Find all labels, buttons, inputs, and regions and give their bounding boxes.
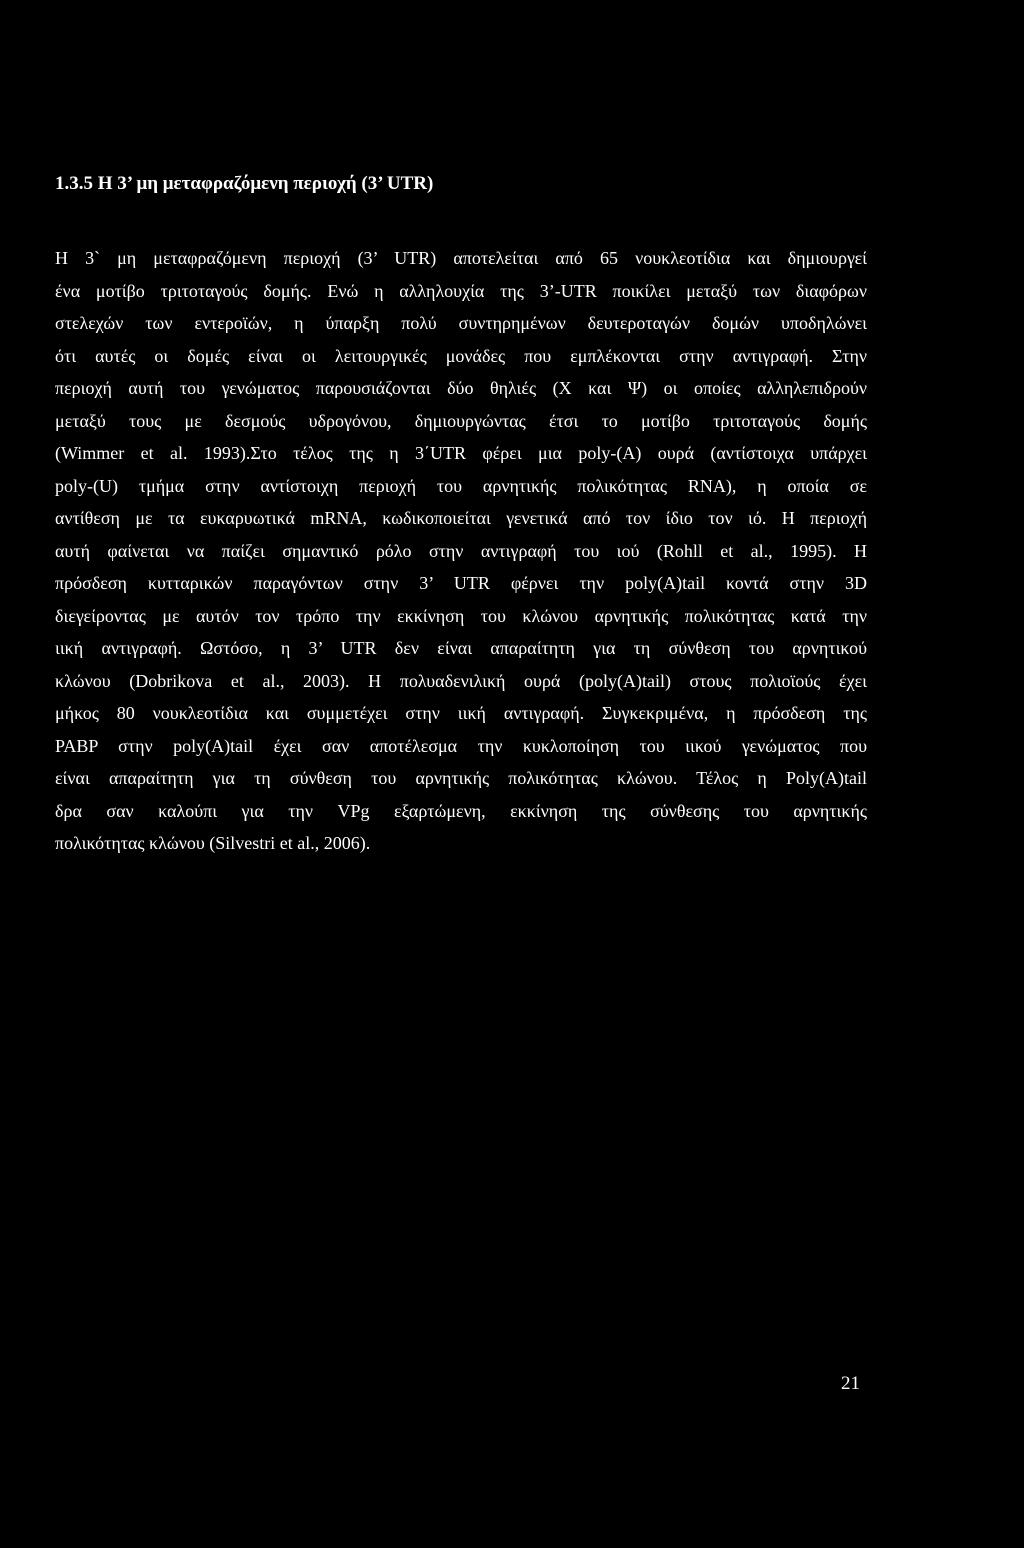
paragraph-line: ιική αντιγραφή. Ωστόσο, η 3’ UTR δεν είναι απαραίτητη για τη σύνθεση του αρνητικού bbox=[55, 638, 867, 658]
paragraph-line: πρόσδεση κυτταρικών παραγόντων στην 3’ UTR φέρνει την poly(A)tail κοντά στην 3D bbox=[55, 573, 867, 593]
paragraph-line: μεταξύ τους με δεσμούς υδρογόνου, δημιουργώντας έτσι το μοτίβο τριτοταγούς δομής bbox=[55, 410, 867, 431]
paragraph-line: ένα μοτίβο τριτοταγούς δομής. Ενώ η αλληλουχία της 3’-UTR ποικίλει μεταξύ των διαφόρων bbox=[55, 280, 867, 301]
paragraph-line: PABP στην poly(A)tail έχει σαν αποτέλεσμα την κυκλοποίηση του ιικού γενώματος που bbox=[55, 735, 867, 756]
paragraph-line: Η 3` μη μεταφραζόμενη περιοχή (3’ UTR) αποτελείται από 65 νουκλεοτίδια και δημιουργεί bbox=[55, 248, 867, 268]
paragraph-line: είναι απαραίτητη για τη σύνθεση του αρνητικής πολικότητας κλώνου. Τέλος η Poly(A)tail bbox=[55, 768, 867, 788]
paragraph-line: μήκος 80 νουκλεοτίδια και συμμετέχει στην ιική αντιγραφή. Συγκεκριμένα, η πρόσδεση της bbox=[55, 703, 867, 723]
body-paragraph bbox=[55, 242, 867, 860]
paragraph-line: poly-(U) τμήμα στην αντίστοιχη περιοχή του αρνητικής πολικότητας RNA), η οποία σε bbox=[55, 475, 867, 496]
paragraph-line: (Wimmer et al. 1993).Στο τέλος της η 3΄UTR φέρει μια poly-(A) ουρά (αντίστοιχα υπάρχει bbox=[55, 443, 867, 463]
paragraph-line: διεγείροντας με αυτόν τον τρόπο την εκκίνηση του κλώνου αρνητικής πολικότητας κατά την bbox=[55, 605, 867, 626]
paragraph-line: αντίθεση με τα ευκαρυωτικά mRNA, κωδικοποιείται γενετικά από τον ίδιο τον ιό. Η περιοχή bbox=[55, 508, 867, 528]
paragraph-line: κλώνου (Dobrikova et al., 2003). Η πολυαδενιλική ουρά (poly(A)tail) στους πολιοϊούς έχει bbox=[55, 670, 867, 691]
paragraph-line: αυτή φαίνεται να παίζει σημαντικό ρόλο στην αντιγραφή του ιού (Rohll et al., 1995). Η bbox=[55, 540, 867, 561]
section-heading: 1.3.5 Η 3’ μη μεταφραζόμενη περιοχή (3’ UTR) bbox=[55, 173, 434, 194]
paragraph-line: ότι αυτές οι δομές είναι οι λειτουργικές μονάδες που εμπλέκονται στην αντιγραφή. Στην bbox=[55, 345, 867, 366]
paragraph-line: περιοχή αυτή του γενώματος παρουσιάζονται δύο θηλιές (Χ και Ψ) οι οποίες αλληλεπιδρούν bbox=[55, 378, 867, 398]
paragraph-line: στελεχών των εντεροϊών, η ύπαρξη πολύ συντηρημένων δευτεροταγών δομών υποδηλώνει bbox=[55, 313, 867, 333]
paragraph-line: πολικότητας κλώνου (Silvestri et al., 2006). bbox=[55, 833, 371, 853]
paragraph-line: δρα σαν καλούπι για την VPg εξαρτώμενη, εκκίνηση της σύνθεσης του αρνητικής bbox=[55, 800, 867, 821]
page-number: 21 bbox=[841, 1373, 860, 1394]
